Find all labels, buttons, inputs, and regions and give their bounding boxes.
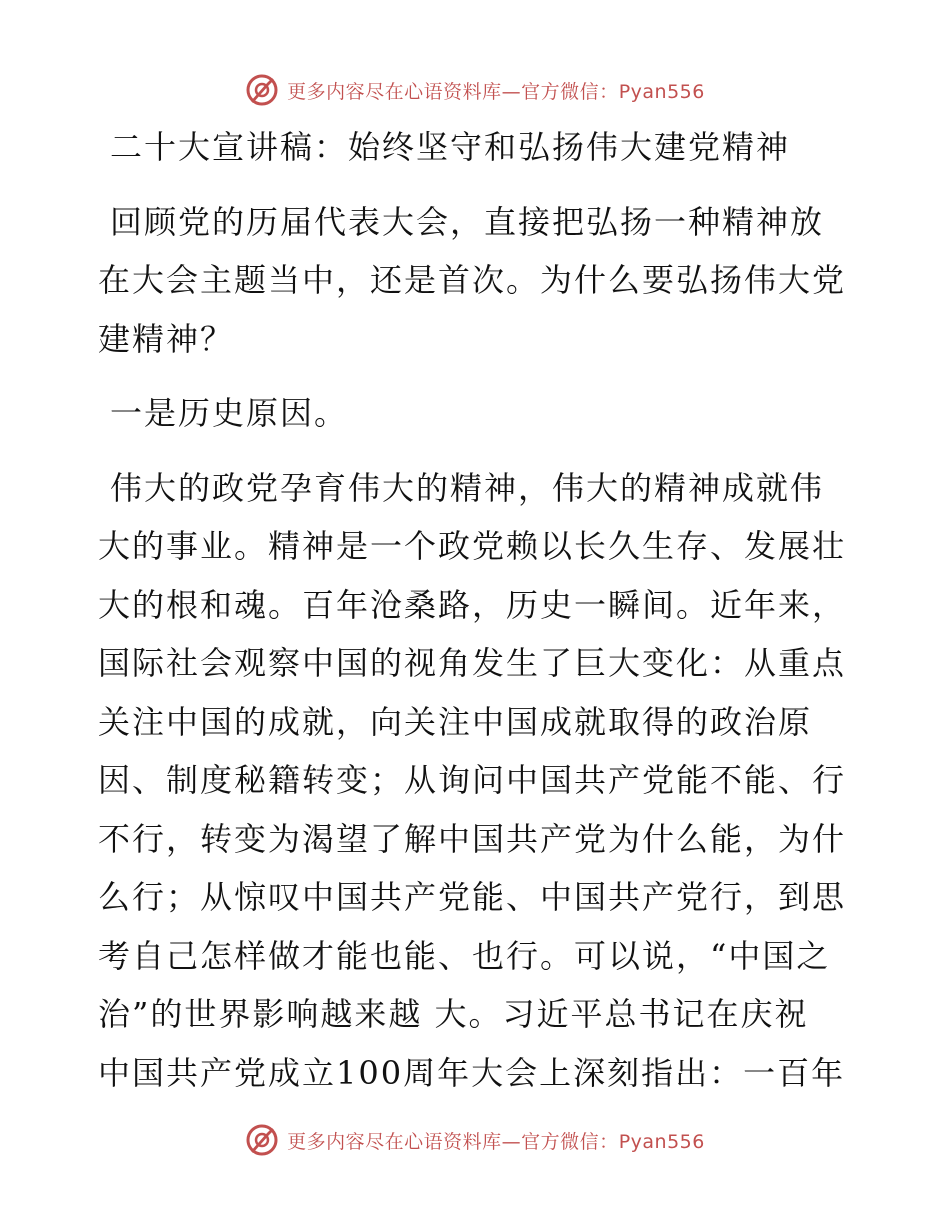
paragraph-line: 建精神？ (98, 319, 235, 358)
footer-banner (0, 1120, 950, 1160)
paragraph-line: 在大会主题当中，还是首次。为什么要弘扬伟大党 (98, 261, 847, 299)
header-banner (0, 70, 950, 110)
banner-main-text: 更多内容尽在心语资料库 (287, 80, 502, 103)
banner-text (287, 77, 705, 104)
paragraph-line: 大的根和魂。百年沧桑路，历史一瞬间。近年来， (98, 585, 847, 624)
paragraph-line: 么行；从惊叹中国共产党能、中国共产党行，到思 (98, 878, 847, 916)
banner-main-text: 更多内容尽在心语资料库 (287, 1130, 502, 1153)
paragraph-line: 因、制度秘籍转变；从询问中国共产党能不能、行 (98, 761, 847, 799)
banner-text (287, 1127, 705, 1154)
paragraph-3 (98, 459, 858, 1103)
paragraph-line: 关注中国的成就，向关注中国成就取得的政治原 (98, 702, 813, 741)
brand-logo-icon (245, 1123, 279, 1157)
banner-wechat-label: 官方微信： (521, 80, 619, 103)
paragraph-line: 大的事业。精神是一个政党赖以长久生存、发展壮 (98, 527, 847, 565)
banner-separator: — (501, 1130, 522, 1153)
banner-separator: — (501, 80, 522, 103)
document-body (98, 118, 858, 1102)
paragraph-line: 治”的世界影响越来越 大。习近平总书记在庆祝 (98, 995, 809, 1033)
document-title: 二十大宣讲稿：始终坚守和弘扬伟大建党精神 (110, 128, 791, 166)
paragraph-line: 中国共产党成立100周年大会上深刻指出：一百年 (98, 1053, 846, 1092)
paragraph-line: 考自己怎样做才能也能、也行。可以说，“中国之 (98, 936, 831, 975)
paragraph-line: 国际社会观察中国的视角发生了巨大变化：从重点 (98, 644, 847, 682)
paragraph-line: 一是历史原因。 (110, 394, 349, 432)
paragraph-line: 伟大的政党孕育伟大的精神，伟大的精神成就伟 (110, 468, 825, 507)
paragraph-2 (98, 384, 858, 443)
paragraph-line: 回顾党的历届代表大会，直接把弘扬一种精神放 (110, 202, 825, 241)
banner-wechat-id: Pyan556 (618, 1130, 705, 1153)
brand-logo-icon (245, 73, 279, 107)
banner-wechat-id: Pyan556 (618, 80, 705, 103)
banner-wechat-label: 官方微信： (521, 1130, 619, 1153)
paragraph-line: 不行，转变为渴望了解中国共产党为什么能，为什 (98, 819, 847, 858)
paragraph-1 (98, 193, 858, 369)
